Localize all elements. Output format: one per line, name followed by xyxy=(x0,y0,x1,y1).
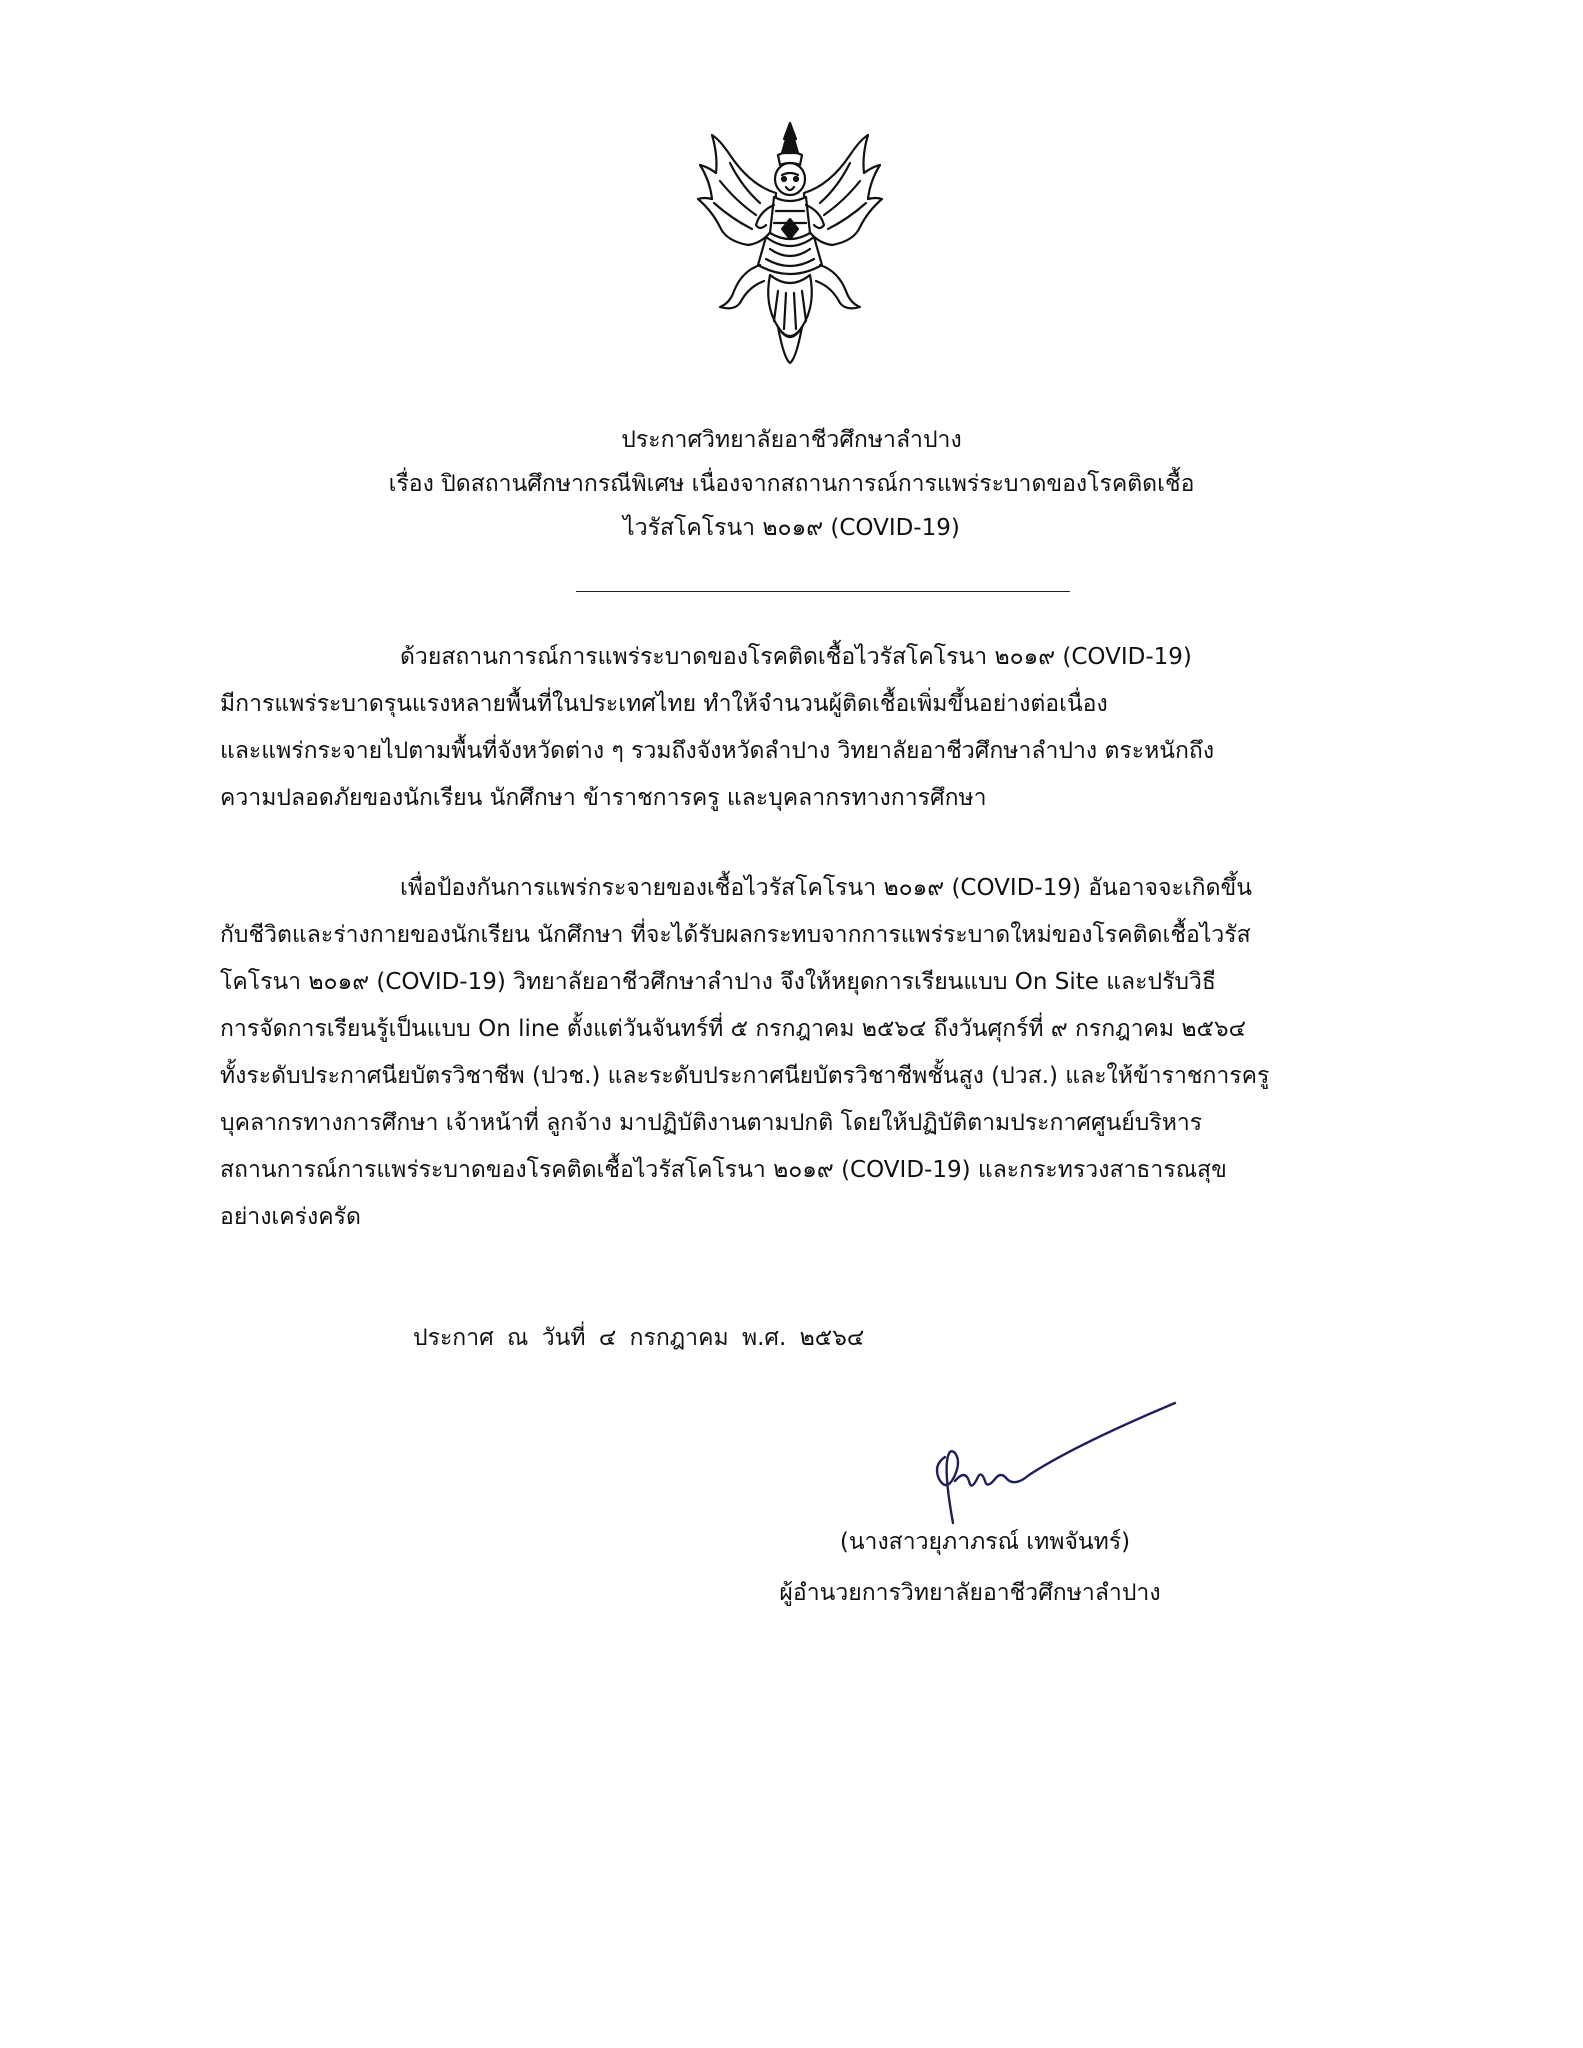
announcement-date: ประกาศ ณ วันที่ ๔ กรกฎาคม พ.ศ. ๒๕๖๔ xyxy=(413,1325,865,1351)
title-divider xyxy=(576,591,1070,592)
signer-position: ผู้อำนวยการวิทยาลัยอาชีวศึกษาลำปาง xyxy=(779,1580,1161,1606)
paragraph-2 xyxy=(220,865,1370,1241)
handwritten-signature-icon xyxy=(925,1395,1185,1535)
paragraph-line: ด้วยสถานการณ์การแพร่ระบาดของโรคติดเชื้อไวรัสโคโรนา ๒๐๑๙ (COVID-19) xyxy=(400,644,1192,670)
paragraph-1 xyxy=(220,634,1370,822)
signer-name: (นางสาวยุภาภรณ์ เทพจันทร์) xyxy=(839,1529,1131,1555)
paragraph-line: อย่างเคร่งครัด xyxy=(220,1204,361,1230)
paragraph-line: ทั้งระดับประกาศนียบัตรวิชาชีพ (ปวช.) และระดับประกาศนียบัตรวิชาชีพชั้นสูง (ปวส.) และให้ข้าราชการครู xyxy=(220,1063,1270,1089)
paragraph-line: กับชีวิตและร่างกายของนักเรียน นักศึกษา ที่จะได้รับผลกระทบจากการแพร่ระบาดใหม่ของโรคติดเชื้อไวรัส xyxy=(220,922,1251,948)
document-subject-continued: ไวรัสโคโรนา ๒๐๑๙ (COVID-19) xyxy=(623,515,960,541)
paragraph-line: เพื่อป้องกันการแพร่กระจายของเชื้อไวรัสโคโรนา ๒๐๑๙ (COVID-19) อันอาจจะเกิดขึ้น xyxy=(400,875,1252,901)
garuda-emblem-icon xyxy=(690,115,890,375)
paragraph-line: ความปลอดภัยของนักเรียน นักศึกษา ข้าราชการครู และบุคลากรทางการศึกษา xyxy=(220,785,987,811)
paragraph-line: และแพร่กระจายไปตามพื้นที่จังหวัดต่าง ๆ รวมถึงจังหวัดลำปาง วิทยาลัยอาชีวศึกษาลำปาง ตระหนักถึง xyxy=(220,738,1215,764)
paragraph-line: บุคลากรทางการศึกษา เจ้าหน้าที่ ลูกจ้าง มาปฏิบัติงานตามปกติ โดยให้ปฏิบัติตามประกาศศูนย์บริหาร xyxy=(220,1110,1203,1136)
paragraph-line: สถานการณ์การแพร่ระบาดของโรคติดเชื้อไวรัสโคโรนา ๒๐๑๙ (COVID-19) และกระทรวงสาธารณสุข xyxy=(220,1157,1227,1183)
paragraph-line: มีการแพร่ระบาดรุนแรงหลายพื้นที่ในประเทศไทย ทำให้จำนวนผู้ติดเชื้อเพิ่มขึ้นอย่างต่อเนื่อง xyxy=(220,691,1108,717)
document-title: ประกาศวิทยาลัยอาชีวศึกษาลำปาง xyxy=(621,427,962,453)
paragraph-line: การจัดการเรียนรู้เป็นแบบ On line ตั้งแต่วันจันทร์ที่ ๕ กรกฎาคม ๒๕๖๔ ถึงวันศุกร์ที่ ๙ กรกฎาคม ๒๕๖๔ xyxy=(220,1016,1246,1042)
document-header xyxy=(0,418,1583,550)
paragraph-line: โคโรนา ๒๐๑๙ (COVID-19) วิทยาลัยอาชีวศึกษาลำปาง จึงให้หยุดการเรียนแบบ On Site และปรับวิธี xyxy=(220,969,1216,995)
document-subject: เรื่อง ปิดสถานศึกษากรณีพิเศษ เนื่องจากสถานการณ์การแพร่ระบาดของโรคติดเชื้อ xyxy=(388,471,1195,497)
